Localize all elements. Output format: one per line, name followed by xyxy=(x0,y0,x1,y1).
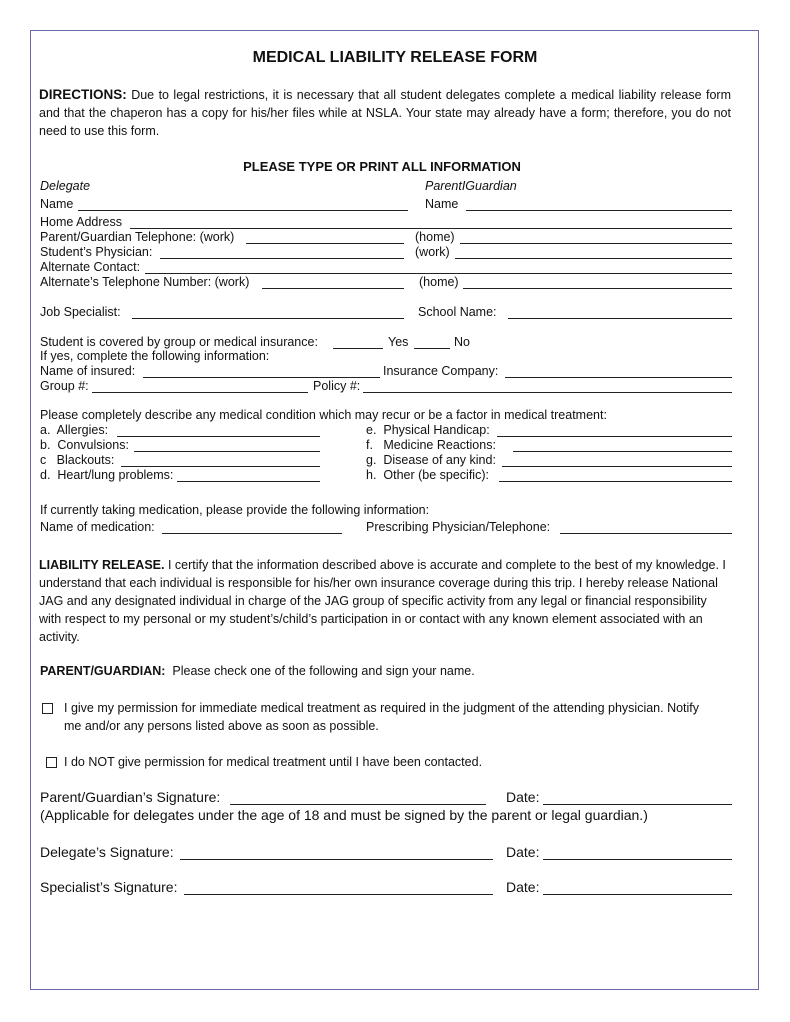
condition-disease-field[interactable] xyxy=(502,466,732,467)
parent-date-label: Date: xyxy=(506,789,540,805)
delegate-heading: Delegate xyxy=(40,179,91,193)
liability-text: I certify that the information described above is accurate and complete to the best of my knowledge. I understand that each individual is responsible for his/her own insurance coverage during this trip. I hereby release National JAG and any designated individual in charge of the JAG group of specific activity from any legal or financial responsibility with respect to my personal or my student’s/child’s participation in or contact with any known element associated with an activity. xyxy=(39,558,726,644)
condition-other-field[interactable] xyxy=(499,481,732,482)
insured-field[interactable] xyxy=(143,377,380,378)
parent-guardian-label: PARENT/GUARDIAN: xyxy=(40,664,166,678)
medication-prompt: If currently taking medication, please provide the following information: xyxy=(40,503,430,517)
alt-phone-work-field[interactable] xyxy=(262,288,404,289)
group-label: Group #: xyxy=(40,379,89,393)
condition-blackouts-label: c Blackouts: xyxy=(40,453,115,467)
insurance-covered-label: Student is covered by group or medical insurance: xyxy=(40,335,318,349)
specialist-date-label: Date: xyxy=(506,879,540,895)
school-name-label: School Name: xyxy=(418,305,497,319)
condition-blackouts-field[interactable] xyxy=(121,466,320,467)
company-field[interactable] xyxy=(505,377,732,378)
alt-phone-home-label: (home) xyxy=(419,275,459,289)
condition-allergies-label: a. Allergies: xyxy=(40,423,109,437)
job-specialist-field[interactable] xyxy=(132,318,404,319)
permission-denied-text: I do NOT give permission for medical treatment until I have been contacted. xyxy=(64,755,483,769)
permission-granted-text-2: me and/or any persons listed above as soon as possible. xyxy=(64,719,379,733)
alt-phone-work-label: Alternate’s Telephone Number: (work) xyxy=(40,275,250,289)
physician-work-label: (work) xyxy=(415,245,450,259)
insurance-no-field[interactable] xyxy=(414,348,450,349)
alt-phone-home-field[interactable] xyxy=(463,288,732,289)
form-title: MEDICAL LIABILITY RELEASE FORM xyxy=(252,49,538,66)
alt-contact-field[interactable] xyxy=(145,273,732,274)
pg-phone-work-label: Parent/Guardian Telephone: (work) xyxy=(40,230,235,244)
insured-label: Name of insured: xyxy=(40,364,136,378)
group-field[interactable] xyxy=(92,392,308,393)
delegate-name-field[interactable] xyxy=(78,210,408,211)
home-address-field[interactable] xyxy=(130,228,732,229)
company-label: Insurance Company: xyxy=(383,364,499,378)
if-yes-label: If yes, complete the following information: xyxy=(40,349,270,363)
guardian-name-field[interactable] xyxy=(466,210,732,211)
liability-label: LIABILITY RELEASE. xyxy=(39,558,165,572)
condition-other-label: h. Other (be specific): xyxy=(366,468,489,482)
parent-signature-field[interactable] xyxy=(230,804,486,805)
signature-note: (Applicable for delegates under the age of 18 and must be signed by the parent or legal guardian.) xyxy=(40,807,648,823)
policy-field[interactable] xyxy=(363,392,732,393)
pg-phone-home-field[interactable] xyxy=(460,243,732,244)
pg-phone-home-label: (home) xyxy=(415,230,455,244)
specialist-date-field[interactable] xyxy=(543,894,732,895)
condition-disease-label: g. Disease of any kind: xyxy=(366,453,496,467)
specialist-signature-field[interactable] xyxy=(184,894,493,895)
parent-guardian-instruction xyxy=(40,664,475,679)
permission-denied-checkbox[interactable] xyxy=(46,757,57,768)
school-name-field[interactable] xyxy=(508,318,732,319)
permission-granted-checkbox[interactable] xyxy=(42,703,53,714)
delegate-name-label: Name xyxy=(40,197,74,211)
prescribing-physician-label: Prescribing Physician/Telephone: xyxy=(366,520,551,534)
permission-granted-text-1: I give my permission for immediate medical treatment as required in the judgment of the attending physician. Notify xyxy=(64,701,700,715)
delegate-date-field[interactable] xyxy=(543,859,732,860)
directions-text: Due to legal restrictions, it is necessary that all student delegates complete a medical liability release form and that the chaperon has a copy for his/her files while at NSLA. Your state may already have a form; therefore, you do not need to use this form. xyxy=(39,88,731,138)
insurance-yes-field[interactable] xyxy=(333,348,383,349)
instruction-heading: PLEASE TYPE OR PRINT ALL INFORMATION xyxy=(243,159,521,174)
policy-label: Policy #: xyxy=(313,379,361,393)
specialist-signature-label: Specialist’s Signature: xyxy=(40,879,178,895)
insurance-yes-label: Yes xyxy=(388,335,409,349)
directions-label: DIRECTIONS: xyxy=(39,87,127,102)
condition-heart-label: d. Heart/lung problems: xyxy=(40,468,174,482)
home-address-label: Home Address xyxy=(40,215,122,229)
medication-name-field[interactable] xyxy=(162,533,342,534)
condition-reactions-field[interactable] xyxy=(513,451,732,452)
delegate-signature-field[interactable] xyxy=(180,859,493,860)
condition-handicap-label: e. Physical Handicap: xyxy=(366,423,490,437)
job-specialist-label: Job Specialist: xyxy=(40,305,121,319)
physician-work-field[interactable] xyxy=(455,258,732,259)
physician-field[interactable] xyxy=(160,258,404,259)
parent-signature-label: Parent/Guardian’s Signature: xyxy=(40,789,221,805)
liability-release xyxy=(39,556,731,646)
guardian-name-label: Name xyxy=(425,197,459,211)
pg-phone-work-field[interactable] xyxy=(246,243,404,244)
insurance-no-label: No xyxy=(454,335,470,349)
physician-label: Student’s Physician: xyxy=(40,245,153,259)
delegate-signature-label: Delegate’s Signature: xyxy=(40,844,174,860)
guardian-heading: ParentIGuardian xyxy=(425,179,517,193)
directions xyxy=(39,86,731,140)
condition-allergies-field[interactable] xyxy=(117,436,320,437)
delegate-date-label: Date: xyxy=(506,844,540,860)
parent-guardian-text: Please check one of the following and sign your name. xyxy=(165,664,475,678)
medication-name-label: Name of medication: xyxy=(40,520,155,534)
prescribing-physician-field[interactable] xyxy=(560,533,732,534)
condition-convulsions-label: b. Convulsions: xyxy=(40,438,129,452)
conditions-prompt: Please completely describe any medical condition which may recur or be a factor in medical treatment: xyxy=(40,408,607,422)
condition-reactions-label: f. Medicine Reactions: xyxy=(366,438,496,452)
condition-convulsions-field[interactable] xyxy=(134,451,320,452)
alt-contact-label: Alternate Contact: xyxy=(40,260,141,274)
parent-date-field[interactable] xyxy=(543,804,732,805)
condition-heart-field[interactable] xyxy=(177,481,320,482)
condition-handicap-field[interactable] xyxy=(497,436,732,437)
